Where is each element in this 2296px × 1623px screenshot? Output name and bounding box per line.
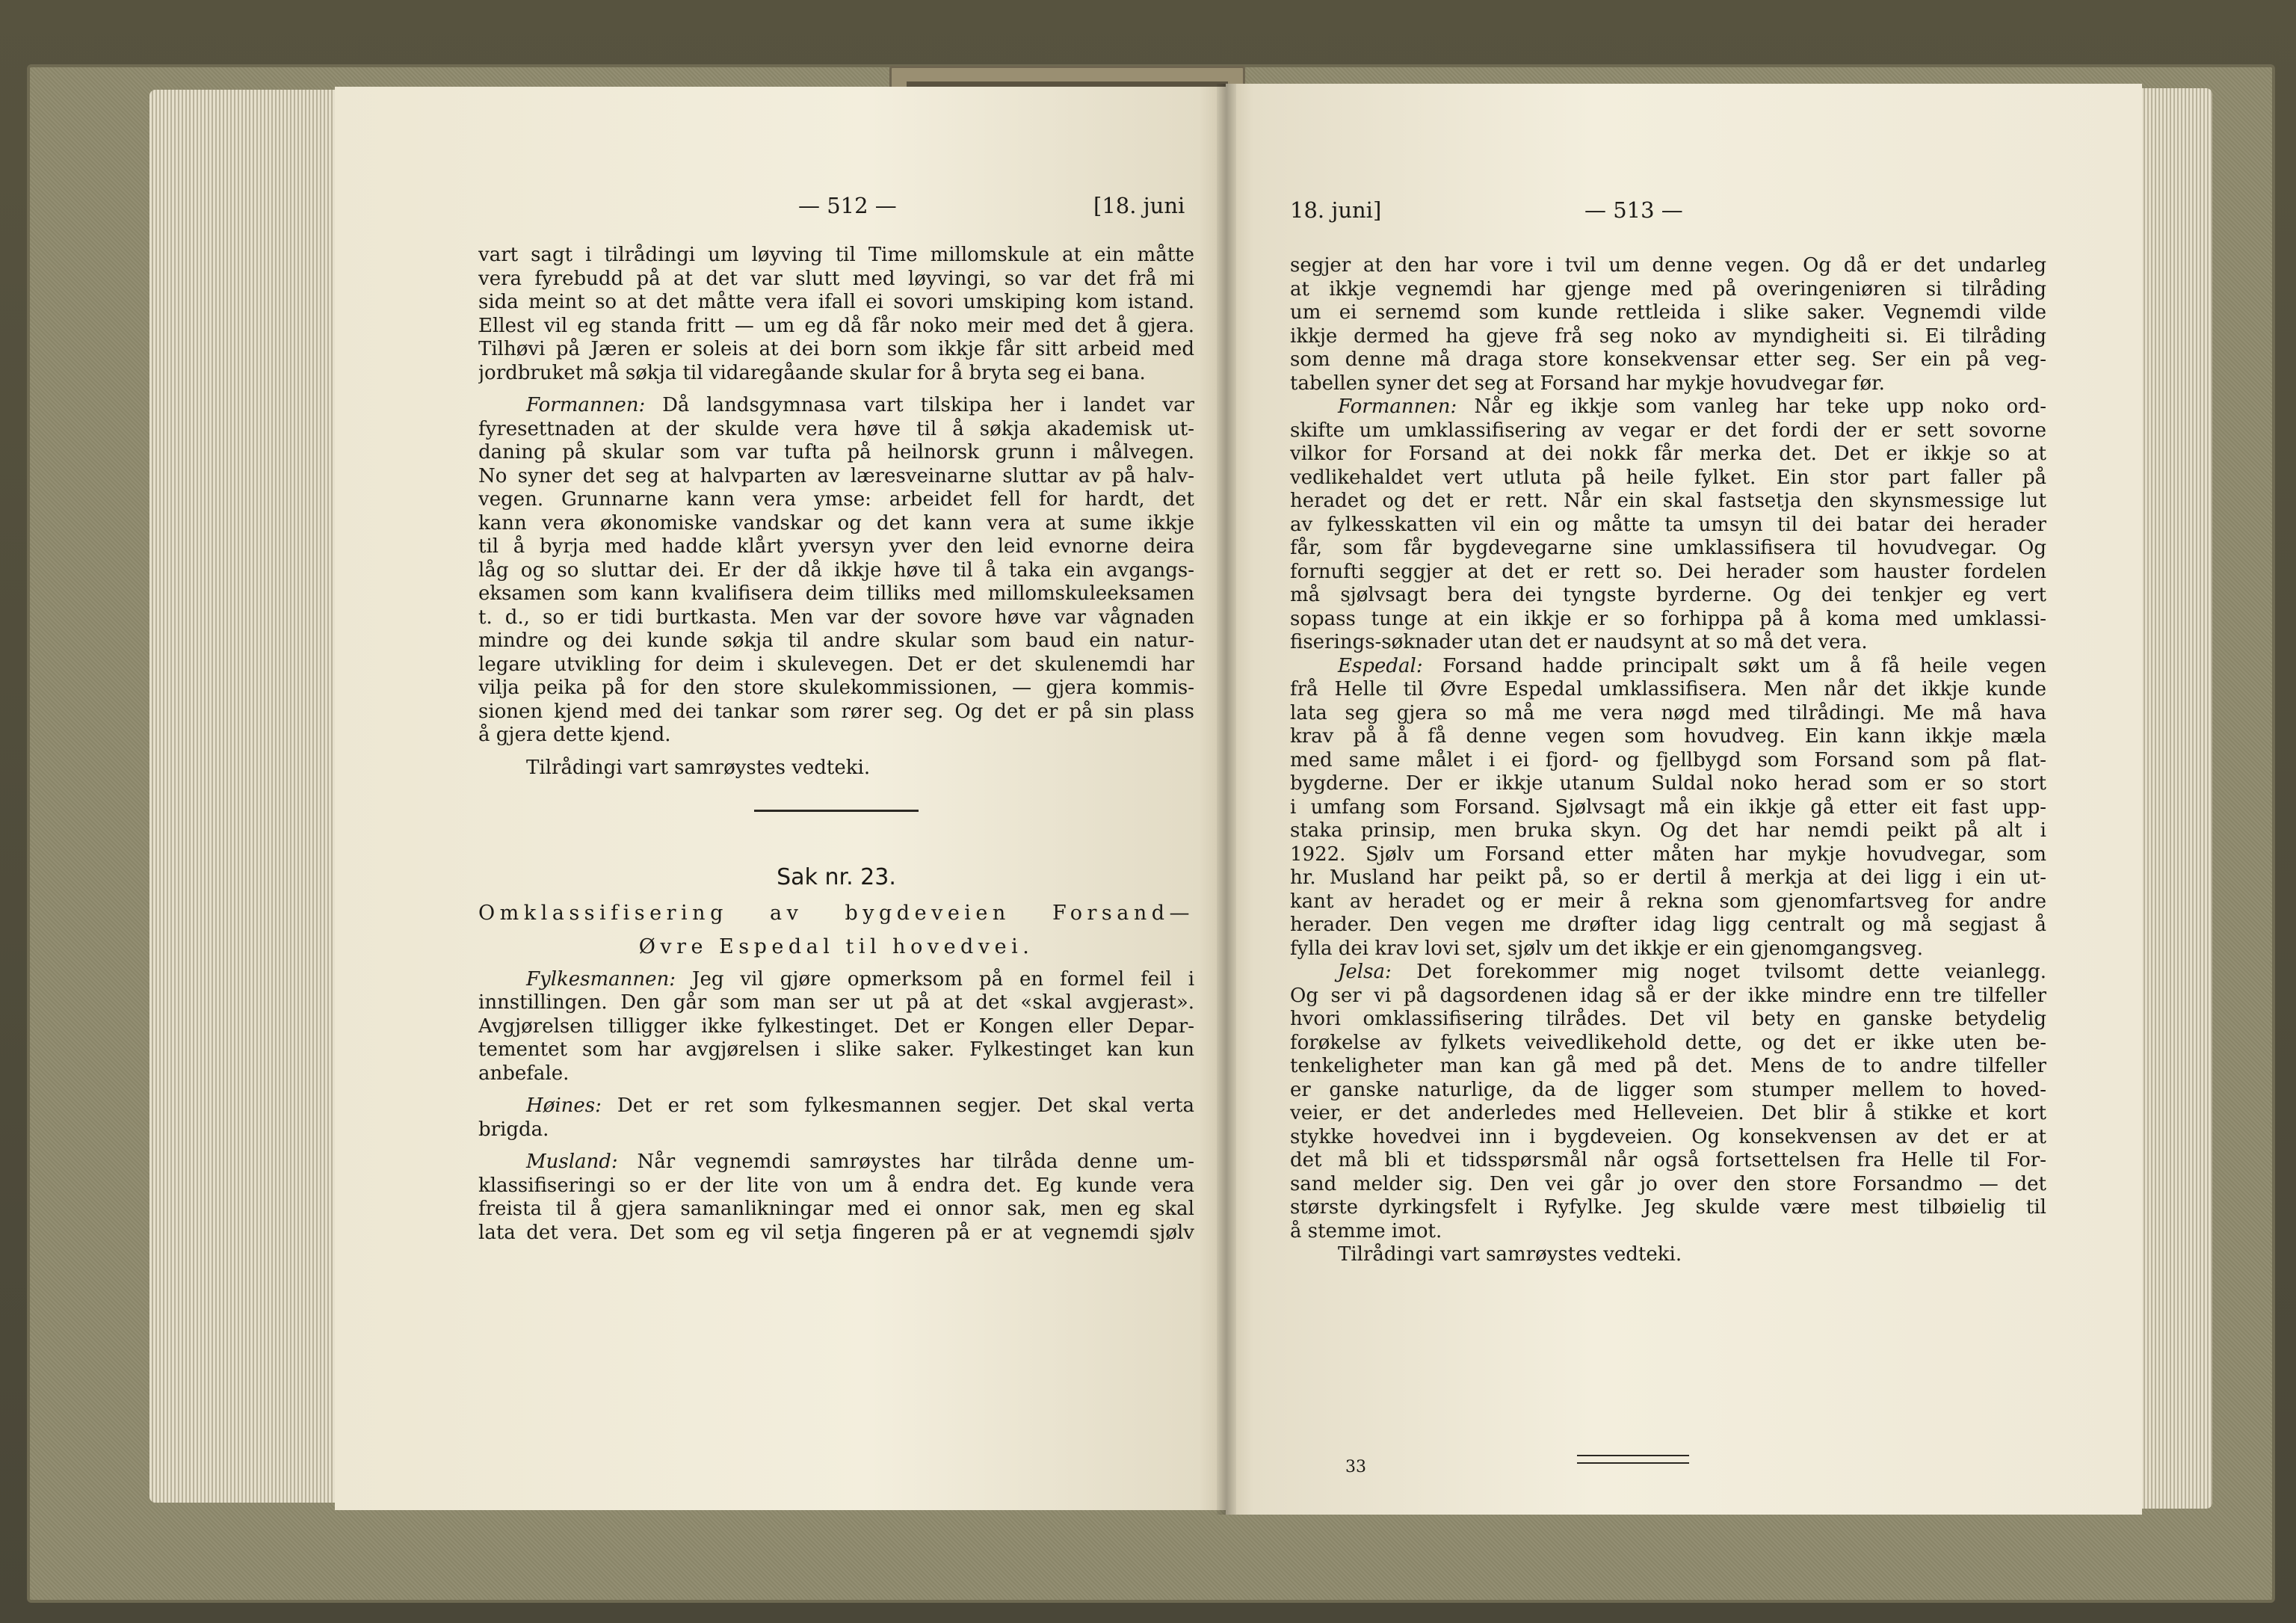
hoines-paragraph xyxy=(478,1118,1194,1142)
text-line: tabellen syner det seg at Forsand har mykje hovudvegar før. xyxy=(1290,372,1885,395)
text-line: vegen. Grunnarne kann vera ymse: arbeidet fell for hardt, det xyxy=(478,488,1194,511)
right-page xyxy=(1226,84,2142,1515)
text-line: innstillingen. Den går som man ser ut på at det «skal avgjerast». xyxy=(478,991,1194,1014)
musland-first-line: Musland: Når vegnemdi samrøystes har tilråda denne um- xyxy=(526,1151,1194,1173)
vote-statement-1: Tilrådingi vart samrøystes vedteki. xyxy=(526,756,871,779)
right-text-column xyxy=(1290,254,2046,1267)
text-line: sida meint so at det måtte vera ifall ei sovori umskiping kom istand. xyxy=(478,291,1194,313)
text-line: Ellest vil eg standa fritt — um eg då får noko meir med det å gjera. xyxy=(478,314,1194,337)
speaker-jelsa: Jelsa: xyxy=(1338,961,1392,983)
right-page-number: — 513 — xyxy=(1584,197,1683,223)
intro-paragraph xyxy=(478,244,1194,385)
book-gutter xyxy=(1217,84,1236,1515)
formannen-paragraph-right xyxy=(1290,419,2046,655)
page-edges-right xyxy=(2138,88,2212,1509)
case-title-line-2: Øvre Espedal til hovedvei. xyxy=(638,935,1034,958)
text-line: får, som får bygdevegarne sine umklassifisera til hovudvegar. Og xyxy=(1290,537,2046,559)
text-line: bygderne. Der er ikkje utanum Suldal noko herad som er so stort xyxy=(1290,772,2046,795)
text-line: legare utvikling for deim i skulevegen. Det er det skulenemdi har xyxy=(478,653,1194,676)
text-line: tenkeligheter man kan gå med på det. Mens de to andre tilfeller xyxy=(1290,1055,2046,1077)
jelsa-paragraph xyxy=(1290,985,2046,1244)
speaker-espedal: Espedal: xyxy=(1338,654,1423,677)
espedal-paragraph xyxy=(1290,678,2046,961)
page-edges-left xyxy=(149,90,344,1503)
text-line: hvori omklassifisering tilrådes. Det vil bety en ganske betydelig xyxy=(1290,1008,2046,1030)
speaker-fylkesmannen: Fylkesmannen: xyxy=(526,967,676,991)
intro-paragraph-right xyxy=(1290,254,2046,395)
musland-paragraph xyxy=(478,1174,1194,1245)
text-line: tementet som har avgjørelsen i slike saker. Fylkestinget kan kun xyxy=(478,1038,1194,1061)
section-rule xyxy=(754,810,919,812)
text-line: frå Helle til Øvre Espedal umklassifisera. Men når det ikkje kunde xyxy=(1290,678,2046,700)
left-text-column xyxy=(478,244,1194,1245)
jelsa-first-line: Jelsa: Det forekommer mig noget tvilsomt dette veianlegg. xyxy=(1338,961,2046,983)
text-line: er ganske naturlige, da de ligger som stumper mellem to hoved- xyxy=(1290,1078,2046,1101)
text-line: heradet og det er rett. Når ein skal fastsetja den skynsmessige lut xyxy=(1290,490,2046,512)
text-line: t. d., so er tidi burtkasta. Men var der sovore høve var vågnaden xyxy=(478,606,1194,629)
text-line: som denne må draga store konsekvensar etter seg. Ser ein på veg- xyxy=(1290,348,2046,371)
text-line: kant av heradet og er meir å rekna som gjenomfartsveg for andre xyxy=(1290,890,2046,913)
speaker-hoines: Høines: xyxy=(526,1094,602,1117)
fylkesmannen-first-line: Fylkesmannen: Jeg vil gjøre opmerksom på en formel feil i xyxy=(526,967,1194,991)
text-line: vedlikehaldet vert utluta på heile fylket. Ein stor part faller på xyxy=(1290,466,2046,489)
text-line: Og ser vi på dagsordenen idag så er der ikke mindre enn tre tilfeller xyxy=(1290,984,2046,1007)
text-line: å gjera dette kjend. xyxy=(478,724,671,746)
text-line: daning på skular som var tufta på heilnorsk grunn i målvegen. xyxy=(478,441,1194,464)
speaker-formannen-right: Formannen: xyxy=(1338,395,1457,418)
text-line: til å byrja med hadde klårt yversyn yver den leid evnorne deira xyxy=(478,535,1194,558)
text-line: klassifiseringi so er der lite von um å endra det. Eg kunde vera xyxy=(478,1174,1194,1197)
text-line: mindre og dei kunde søkja til andre skular som baud ein natur- xyxy=(478,629,1194,652)
text-line: med same målet i ei fjord- og fjellbygd som Forsand som på flat- xyxy=(1290,748,2046,772)
text-line: anbefale. xyxy=(478,1062,570,1085)
text-line: i umfang som Forsand. Sjølvsagt må ein ikkje gå etter eit fast upp- xyxy=(1290,795,2046,819)
left-page-number: — 512 — xyxy=(798,193,897,218)
text-line: av fylkesskatten vil ein og måtte ta umsyn til dei batar dei herader xyxy=(1290,513,2046,536)
text-line: sand melder sig. Den vei går jo over den store Forsandmo — det xyxy=(1290,1172,2046,1195)
text-line: hr. Musland har peikt på, so er dertil å merkja at dei ligg i ein ut- xyxy=(1290,866,2046,889)
speaker-musland: Musland: xyxy=(526,1151,618,1173)
text-line: lata det vera. Det som eg vil setja fingeren på er at vegnemdi sjølv xyxy=(478,1221,1194,1244)
text-line: sionen kjend med dei tankar som rører seg. Og det er på sin plass xyxy=(478,700,1194,723)
text-line: stykke hovedvei inn i bygdeveien. Og konsekvensen av det er at xyxy=(1290,1125,2046,1148)
text-line: fiserings-søknader utan det er naudsynt at so må det vera. xyxy=(1290,631,1868,653)
text-line: ikkje dermed ha gjeve frå seg noko av myndigheiti si. Ei tilråding xyxy=(1290,324,2046,348)
text-line: at ikkje vegnemdi har gjenge med på overingeniøren si tilråding xyxy=(1290,277,2046,301)
text-line: det må bli et tidsspørsmål når også fortsettelsen fra Helle til For- xyxy=(1290,1149,2046,1171)
text-line: vera fyrebudd på at det var slutt med løyvingi, so var det frå mi xyxy=(478,267,1194,290)
text-line: Tilhøvi på Jæren er soleis at dei born som ikkje får sitt arbeid med xyxy=(478,338,1194,360)
case-heading: Sak nr. 23. xyxy=(777,864,896,890)
text-line: veier, er det anderledes med Helleveien. Det blir å stikke et kort xyxy=(1290,1102,2046,1124)
text-line: No syner det seg at halvparten av læresveinarne sluttar av på halv- xyxy=(478,464,1194,487)
formannen-paragraph xyxy=(478,418,1194,748)
fylkesmannen-paragraph xyxy=(478,991,1194,1085)
text-line: krav på å få denne vegen som hovudveg. Ein kann ikkje mæla xyxy=(1290,725,2046,748)
text-line: lata seg gjera so må me vera nøgd med tilrådingi. Me må hava xyxy=(1290,701,2046,724)
vote-statement-2: Tilrådingi vart samrøystes vedteki. xyxy=(1338,1243,1682,1266)
text-line: låg og so sluttar dei. Er der då ikkje høve til å taka ein avgangs- xyxy=(478,558,1194,582)
text-line: Avgjørelsen tilligger ikke fylkestinget. Det er Kongen eller Depar- xyxy=(478,1014,1194,1038)
text-line: fornufti seggjer at det er rett so. Dei herader som hauster fordelen xyxy=(1290,560,2046,583)
hoines-first-line: Høines: Det er ret som fylkesmannen segjer. Det skal verta xyxy=(526,1094,1194,1117)
left-running-date: [18. juni xyxy=(1093,193,1185,218)
text-line: vilja peika på for den store skulekommissionen, — gjera kommis- xyxy=(478,677,1194,699)
text-line: um ei sernemd som kunde rettleida i slike saker. Vegnemdi vilde xyxy=(1290,301,2046,324)
espedal-first-line: Espedal: Forsand hadde principalt søkt um å få heile vegen xyxy=(1338,654,2046,677)
text-line: vilkor for Forsand at dei nokk får merka det. Det er ikkje so at xyxy=(1290,443,2046,465)
text-line: fylla dei krav lovi set, sjølv um det ikkje er ein gjenomgangsveg. xyxy=(1290,937,1923,960)
text-line: forøkelse av fylkets veivedlikehold dette, og det er ikke uten be- xyxy=(1290,1031,2046,1054)
text-line: herader. Den vegen me drøfter idag ligg centralt og må segjast å xyxy=(1290,914,2046,936)
text-line: 1922. Sjølv um Forsand etter måten har mykje hovudvegar, som xyxy=(1290,843,2046,866)
text-line: freista til å gjera samanlikningar med ei onnor sak, men eg skal xyxy=(478,1198,1194,1220)
text-line: sopass tunge at ein ikkje er so forhippa på å koma med umklassi- xyxy=(1290,607,2046,630)
text-line: fyresettnaden at der skulde vera høve til å søkja akademisk ut- xyxy=(478,417,1194,440)
signature-mark: 33 xyxy=(1345,1458,1366,1476)
left-page xyxy=(335,87,1226,1510)
text-line: staka prinsip, men bruka skyn. Og det har nemdi peikt på alt i xyxy=(1290,819,2046,842)
text-line: vart sagt i tilrådingi um løyving til Time millomskule at ein måtte xyxy=(478,244,1194,266)
text-line: jordbruket må søkja til vidaregåande skular for å bryta seg ei bana. xyxy=(478,361,1146,384)
formannen-first-line: Formannen: Då landsgymnasa vart tilskipa her i landet var xyxy=(526,394,1194,416)
text-line: segjer at den har vore i tvil um denne vegen. Og då er det undarleg xyxy=(1290,254,2046,277)
text-line: kann vera økonomiske vandskar og det kann vera at sume ikkje xyxy=(478,511,1194,535)
text-line: må sjølvsagt bera dei tyngste byrderne. Og dei tenkjer eg vert xyxy=(1290,584,2046,606)
formannen-first-line-right: Formannen: Når eg ikkje som vanleg har teke upp noko ord- xyxy=(1338,395,2046,418)
case-title-line-1: Omklassifisering av bygdeveien Forsand— xyxy=(478,901,1194,925)
speaker-formannen: Formannen: xyxy=(526,394,646,416)
text-line: eksamen som kann kvalifisera deim tilliks med millomskuleeksamen xyxy=(478,582,1194,605)
text-line: brigda. xyxy=(478,1118,549,1141)
text-line: skifte um umklassifisering av vegar er det fordi der er sett sovorne xyxy=(1290,419,2046,442)
right-running-date: 18. juni] xyxy=(1290,197,1382,223)
text-line: å stemme imot. xyxy=(1290,1219,1442,1242)
end-double-rule xyxy=(1577,1455,1689,1464)
text-line: største dyrkingsfelt i Ryfylke. Jeg skulde være mest tilbøielig til xyxy=(1290,1196,2046,1219)
